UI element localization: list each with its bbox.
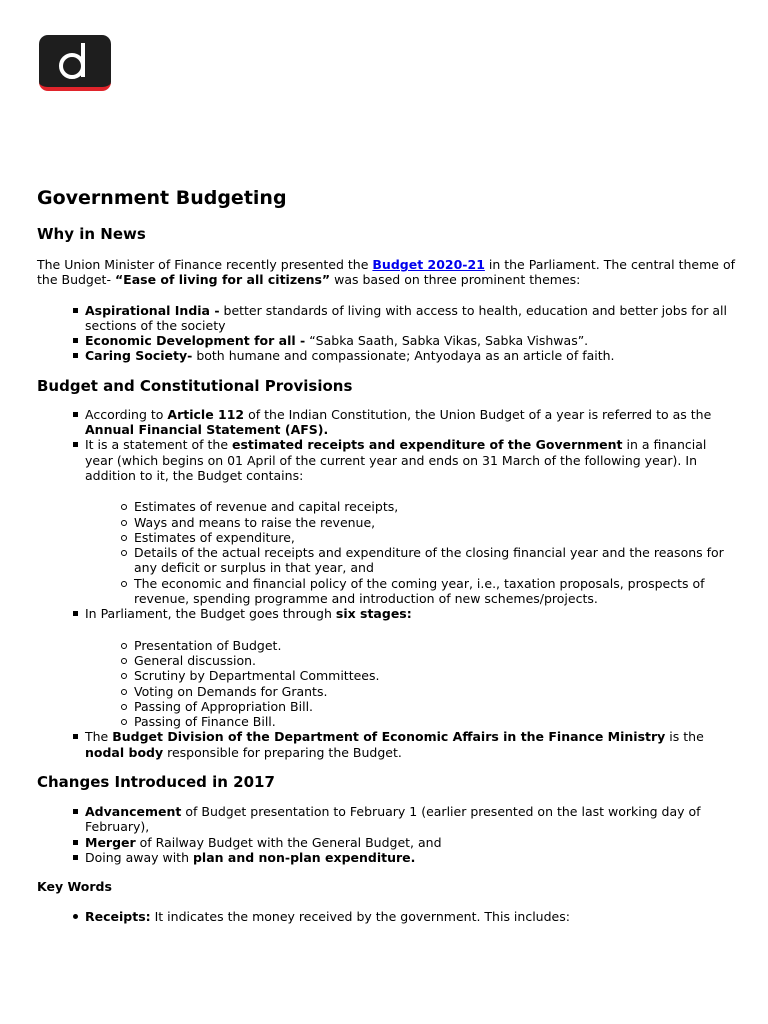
list-item: Ways and means to raise the revenue,	[37, 515, 737, 530]
list-item: General discussion.	[37, 653, 737, 668]
list-item: Scrutiny by Departmental Committees.	[37, 668, 737, 683]
list-item: Passing of Appropriation Bill.	[37, 699, 737, 714]
list-item: Receipts: It indicates the money received by the government. This includes:	[37, 909, 737, 924]
budget-stages-list	[85, 638, 737, 730]
provisions-list	[37, 407, 737, 760]
list-item: Advancement of Budget presentation to February 1 (earlier presented on the last working day of February),	[37, 804, 737, 835]
list-item: Estimates of revenue and capital receipts,	[37, 499, 737, 514]
changes-list	[37, 804, 737, 865]
themes-list	[37, 303, 737, 364]
budget-link[interactable]: Budget 2020-21	[372, 257, 485, 272]
list-item: Voting on Demands for Grants.	[37, 684, 737, 699]
keywords-list	[37, 909, 737, 924]
list-item: Doing away with plan and non-plan expenditure.	[37, 850, 737, 865]
list-item: Aspirational India - better standards of living with access to health, education and better jobs for all sections of the society	[37, 303, 737, 334]
article-content	[37, 186, 737, 925]
section-heading-provisions: Budget and Constitutional Provisions	[37, 376, 353, 395]
section-heading-why-in-news: Why in News	[37, 225, 146, 243]
list-item: According to Article 112 of the Indian Constitution, the Union Budget of a year is referred to as the Annual Financial Statement (AFS).	[37, 407, 737, 438]
list-item: Merger of Railway Budget with the General Budget, and	[37, 835, 737, 850]
list-item: In Parliament, the Budget goes through six stages: Presentation of Budget. General discussion. Scrutiny by Departmental Committees. Voting on Demands for Grants. Passing of Appropriation Bill. Passing of Finance Bill.	[37, 606, 737, 729]
why-intro-paragraph: The Union Minister of Finance recently presented the Budget 2020-21 in the Parliament. The central theme of the Budget- “Ease of living for all citizens” was based on three prominent themes:	[37, 257, 735, 288]
list-item: Estimates of expenditure,	[37, 530, 737, 545]
list-item: It is a statement of the estimated receipts and expenditure of the Government in a financial year (which begins on 01 April of the current year and ends on 31 March of the following year). In addition to it, the Budget contains: Estimates of revenue and capital receipts, Ways and means to raise the revenue, Estimates of expenditure, Details of the actual receipts and expenditure of the closing financial year and the reasons for any deficit or surplus in that year, and The economic and financial policy of the coming year, i.e., taxation proposals, prospects of revenue, spending programme and introduction of new schemes/projects.	[37, 437, 737, 606]
list-item: Caring Society- both humane and compassionate; Antyodaya as an article of faith.	[37, 348, 737, 363]
page-title: Government Budgeting	[37, 187, 287, 209]
logo-d-icon	[39, 35, 111, 91]
list-item: Economic Development for all - “Sabka Saath, Sabka Vikas, Sabka Vishwas”.	[37, 333, 737, 348]
list-item: The economic and financial policy of the coming year, i.e., taxation proposals, prospects of revenue, spending programme and introduction of new schemes/projects.	[37, 576, 737, 607]
list-item: Details of the actual receipts and expenditure of the closing financial year and the reasons for any deficit or surplus in that year, and	[37, 545, 737, 576]
list-item: Passing of Finance Bill.	[37, 714, 737, 729]
section-heading-changes-2017: Changes Introduced in 2017	[37, 773, 275, 792]
list-item: Presentation of Budget.	[37, 638, 737, 653]
list-item: The Budget Division of the Department of Economic Affairs in the Finance Ministry is the nodal body responsible for preparing the Budget.	[37, 729, 737, 760]
section-heading-key-words: Key Words	[37, 879, 112, 895]
drishti-logo	[39, 35, 111, 91]
budget-contents-list	[85, 499, 737, 606]
